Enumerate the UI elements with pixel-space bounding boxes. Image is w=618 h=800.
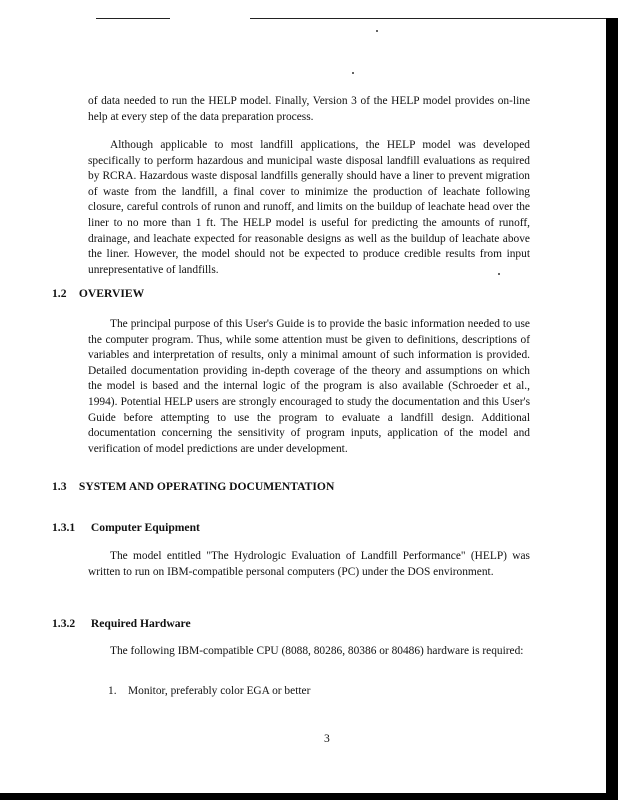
- paragraph-equipment: The model entitled "The Hydrologic Evaluation of Landfill Performance" (HELP) was written to run on IBM-compatible personal computers (PC) under the DOS environment.: [88, 550, 530, 578]
- list-marker: 1.: [108, 685, 117, 697]
- paragraph-overview: The principal purpose of this User's Guide is to provide the basic information needed to use the computer program. Thus, while some attention must be given to definitions, descriptions of variables and interpretation of results, only a minimal amount of such information is provided. Detailed documentation providing in-depth coverage of the theory and assumptions on which the model is based and the internal logic of the program is also available (Schroeder et al., 1994). Potential HELP users are strongly encouraged to study the documentation and this User's Guide before attempting to use the program to evaluate a landfill design. Additional documentation concerning the sensitivity of program inputs, application of the model and verification of model predictions are under development.: [88, 318, 530, 455]
- scan-top-line-left: [96, 18, 170, 19]
- subsection-title: Required Hardware: [90, 617, 191, 630]
- subsection-title: Computer Equipment: [90, 521, 200, 534]
- subsection-heading-hardware: [52, 617, 191, 630]
- subsection-number: 1.3.2: [52, 617, 76, 630]
- list-item: [108, 685, 310, 697]
- subsection-heading-equipment: [52, 521, 200, 534]
- scan-bottom-edge: [0, 793, 618, 800]
- scan-speck: [376, 30, 378, 32]
- section-number: 1.3: [52, 480, 67, 493]
- paragraph-hardware: The following IBM-compatible CPU (8088, 80286, 80386 or 80486) hardware is required:: [110, 645, 524, 657]
- scan-speck: [352, 72, 354, 74]
- paragraph-intro: of data needed to run the HELP model. Finally, Version 3 of the HELP model provides on-line help at every step of the data preparation process.: [88, 95, 530, 123]
- section-number: 1.2: [52, 287, 67, 300]
- page-number: 3: [324, 732, 330, 745]
- scan-top-line-right: [250, 18, 606, 19]
- paragraph-applicability: Although applicable to most landfill applications, the HELP model was developed specifically to perform hazardous and municipal waste disposal landfill evaluations as required by RCRA. Hazardous waste disposal landfills generally should have a liner to prevent migration of waste from the landfill, a final cover to minimize the production of leachate following closure, careful controls of runon and runoff, and limits on the buildup of leachate head over the liner to no more than 1 ft. The HELP model is useful for predicting the amounts of runoff, drainage, and leachate expected for reasonable designs as well as the buildup of leachate above the liner. However, the model should not be expected to produce credible results from input unrepresentative of landfills.: [88, 139, 530, 276]
- section-heading-system: [52, 480, 334, 493]
- list-text: Monitor, preferably color EGA or better: [128, 685, 311, 697]
- section-heading-overview: [52, 287, 144, 300]
- subsection-number: 1.3.1: [52, 521, 76, 534]
- section-title: SYSTEM AND OPERATING DOCUMENTATION: [78, 480, 335, 493]
- scan-right-edge: [606, 18, 618, 800]
- section-title: OVERVIEW: [78, 287, 145, 300]
